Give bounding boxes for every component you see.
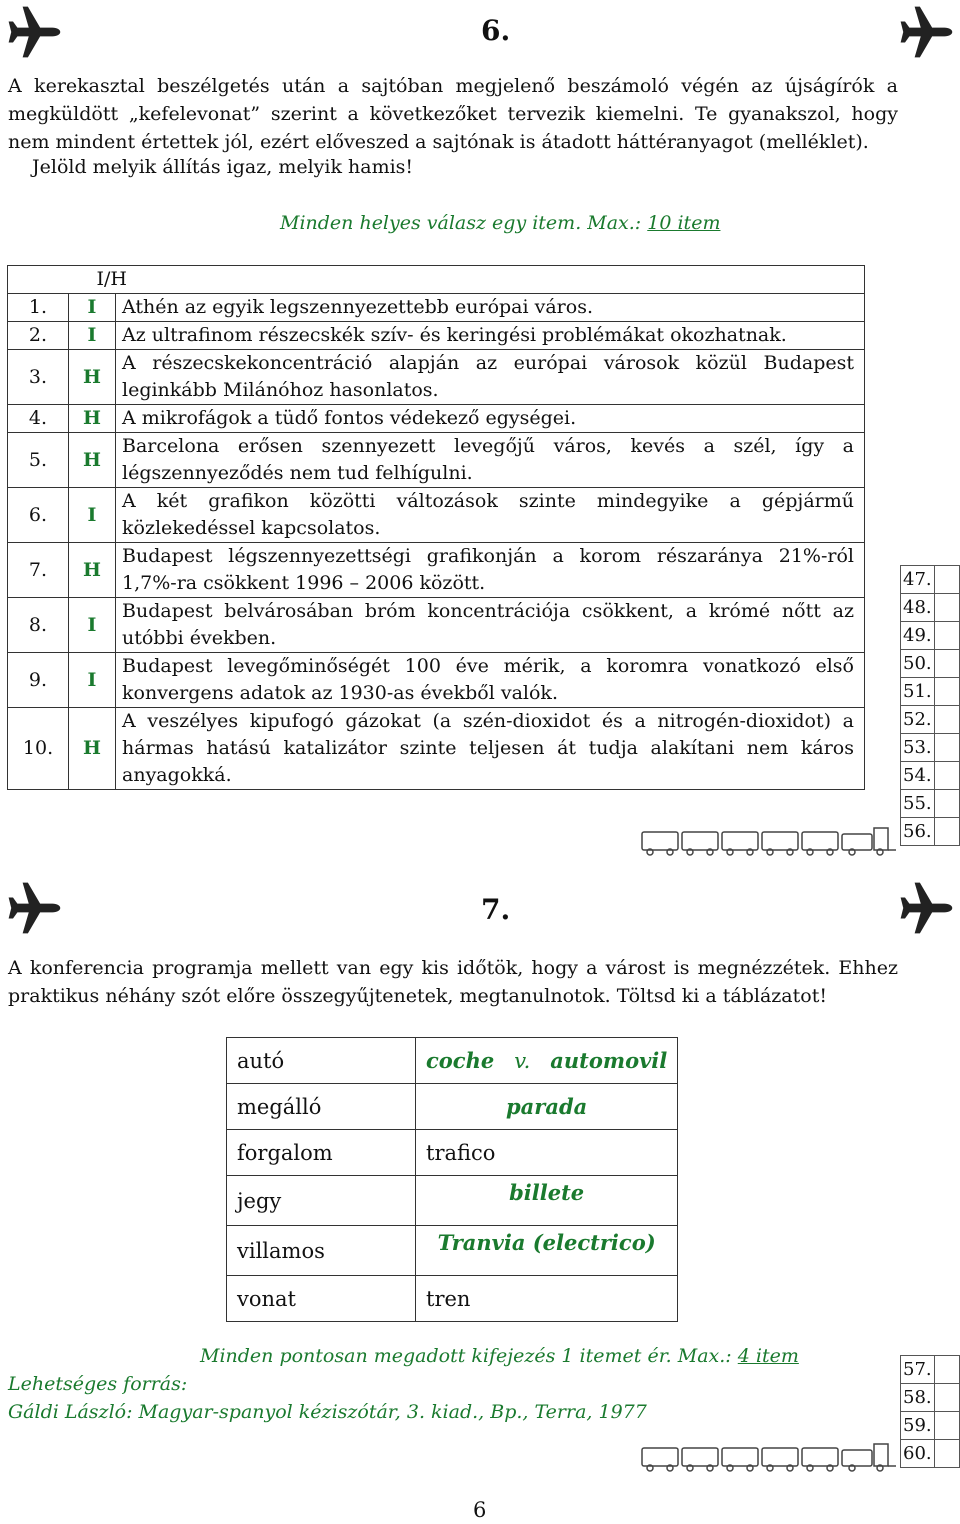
item-box[interactable]: [934, 1440, 959, 1468]
table-row: [227, 1084, 678, 1130]
spanish-answer[interactable]: Tranvia (electrico): [416, 1226, 678, 1276]
row-number: 10.: [8, 708, 69, 790]
table-row: [8, 433, 865, 488]
row-number: 5.: [8, 433, 69, 488]
item-number: 48.: [901, 594, 935, 622]
table-row: [227, 1176, 678, 1226]
item-number: 55.: [901, 790, 935, 818]
row-answer[interactable]: H: [69, 708, 116, 790]
item-number: 60.: [901, 1440, 935, 1468]
source-label: Lehetséges forrás:: [8, 1373, 188, 1395]
table-row: [227, 1130, 678, 1176]
item-box[interactable]: [934, 678, 959, 706]
row-statement: Budapest légszennyezettségi grafikonján a korom részaránya 21%-ról 1,7%-ra csökkent 1996 – 2006 között.: [116, 543, 865, 598]
scoring-max: 4 item: [737, 1345, 799, 1367]
row-statement: A mikrofágok a tüdő fontos védekező egységei.: [116, 405, 865, 433]
answer-text: coche: [426, 1048, 495, 1073]
row-statement: Budapest belvárosában bróm koncentrációja csökkent, a krómé nőtt az utóbbi években.: [116, 598, 865, 653]
row-statement: Barcelona erősen szennyezett levegőjű város, kevés a szél, így a légszennyeződés nem tud felhígulni.: [116, 433, 865, 488]
row-statement: Athén az egyik legszennyezettebb európai város.: [116, 294, 865, 322]
table-row: [8, 543, 865, 598]
item-number: 49.: [901, 622, 935, 650]
row-statement: Budapest levegőminőségét 100 éve mérik, a koromra vonatkozó első konvergens adatok az 1930-as évekből valók.: [116, 653, 865, 708]
page-number: 6: [473, 1498, 487, 1522]
hungarian-word: megálló: [227, 1084, 416, 1130]
row-answer[interactable]: H: [69, 433, 116, 488]
scoring-text: Minden helyes válasz egy item. Max.:: [280, 212, 648, 234]
hungarian-word: forgalom: [227, 1130, 416, 1176]
row-answer[interactable]: I: [69, 294, 116, 322]
airplane-icon: [6, 4, 62, 60]
row-answer[interactable]: I: [69, 488, 116, 543]
section-number: 6.: [481, 14, 511, 47]
row-number: 7.: [8, 543, 69, 598]
table-row: [8, 708, 865, 790]
row-number: 6.: [8, 488, 69, 543]
item-box[interactable]: [934, 734, 959, 762]
table-row: [8, 350, 865, 405]
item-box[interactable]: [934, 1356, 959, 1384]
row-number: 1.: [8, 294, 69, 322]
row-answer[interactable]: H: [69, 405, 116, 433]
hungarian-word: jegy: [227, 1176, 416, 1226]
item-number: 53.: [901, 734, 935, 762]
item-number-column: [900, 1355, 960, 1468]
item-box[interactable]: [934, 1412, 959, 1440]
row-statement: Az ultrafinom részecskék szív- és keringési problémákat okozhatnak.: [116, 322, 865, 350]
table-row: [227, 1226, 678, 1276]
row-number: 3.: [8, 350, 69, 405]
airplane-icon: [898, 880, 954, 936]
row-number: 8.: [8, 598, 69, 653]
row-number: 4.: [8, 405, 69, 433]
item-box[interactable]: [934, 790, 959, 818]
item-number: 54.: [901, 762, 935, 790]
table-row: [8, 405, 865, 433]
section7-scoring: [200, 1345, 799, 1367]
item-box[interactable]: [934, 566, 959, 594]
item-box[interactable]: [934, 706, 959, 734]
row-answer[interactable]: I: [69, 322, 116, 350]
row-statement: A veszélyes kipufogó gázokat (a szén-dioxidot és a nitrogén-dioxidot) a hármas hatású katalizátor szinte teljesen át tudja alakítani nem káros anyagokká.: [116, 708, 865, 790]
separator: v.: [514, 1049, 531, 1073]
table-header-row: [8, 266, 865, 294]
row-answer[interactable]: H: [69, 543, 116, 598]
hungarian-word: vonat: [227, 1276, 416, 1322]
airplane-icon: [6, 880, 62, 936]
table-row: [8, 322, 865, 350]
table-row: [227, 1038, 678, 1084]
spanish-answer[interactable]: billete: [416, 1176, 678, 1226]
section6-instruction: Jelöld melyik állítás igaz, melyik hamis!: [32, 156, 414, 178]
train-icon: [640, 826, 898, 856]
table-row: [8, 598, 865, 653]
item-number: 58.: [901, 1384, 935, 1412]
table-row: [8, 653, 865, 708]
answer-text: automovil: [550, 1048, 668, 1073]
item-number-column: [900, 565, 960, 846]
table-row: [227, 1276, 678, 1322]
hungarian-word: villamos: [227, 1226, 416, 1276]
item-number: 50.: [901, 650, 935, 678]
item-number: 52.: [901, 706, 935, 734]
source-text: Gáldi László: Magyar-spanyol kéziszótár, 3. kiad., Bp., Terra, 1977: [8, 1401, 647, 1423]
item-number: 56.: [901, 818, 935, 846]
item-box[interactable]: [934, 818, 959, 846]
spanish-answer[interactable]: [416, 1038, 678, 1084]
item-box[interactable]: [934, 762, 959, 790]
item-box[interactable]: [934, 622, 959, 650]
section-number: 7.: [481, 893, 511, 926]
airplane-icon: [898, 4, 954, 60]
item-number: 47.: [901, 566, 935, 594]
hungarian-word: autó: [227, 1038, 416, 1084]
row-answer[interactable]: I: [69, 598, 116, 653]
row-number: 9.: [8, 653, 69, 708]
spanish-given: trafico: [416, 1130, 678, 1176]
item-box[interactable]: [934, 1384, 959, 1412]
row-number: 2.: [8, 322, 69, 350]
spanish-given: tren: [416, 1276, 678, 1322]
vocabulary-table: [226, 1037, 678, 1322]
item-number: 51.: [901, 678, 935, 706]
scoring-max: 10 item: [647, 212, 721, 234]
scoring-text: Minden pontosan megadott kifejezés 1 itemet ér. Max.:: [200, 1345, 738, 1367]
row-answer[interactable]: I: [69, 653, 116, 708]
header-ih: I/H: [69, 266, 865, 294]
table-row: [8, 294, 865, 322]
spanish-answer[interactable]: parada: [416, 1084, 678, 1130]
section6-intro: A kerekasztal beszélgetés után a sajtóban megjelenő beszámoló végén az újságírók a megküldött „kefelevonat” szerint a következőket tervezik kiemelni. Te gyanakszol, hogy nem mindent értettek jól, ezért előveszed a sajtónak is átadott háttéranyagot (melléklet).: [8, 75, 898, 153]
section6-scoring: [280, 212, 720, 234]
item-number: 57.: [901, 1356, 935, 1384]
row-answer[interactable]: H: [69, 350, 116, 405]
item-box[interactable]: [934, 650, 959, 678]
item-box[interactable]: [934, 594, 959, 622]
train-icon: [640, 1442, 898, 1472]
table-row: [8, 488, 865, 543]
row-statement: A részecskekoncentráció alapján az európai városok közül Budapest leginkább Milánóhoz hasonlatos.: [116, 350, 865, 405]
section7-intro: A konferencia programja mellett van egy kis időtök, hogy a várost is megnézzétek. Ehhez praktikus néhány szót előre összegyűjtenetek, megtanulnotok. Töltsd ki a táblázatot!: [8, 957, 898, 1007]
true-false-table: [7, 265, 865, 790]
item-number: 59.: [901, 1412, 935, 1440]
row-statement: A két grafikon közötti változások szinte mindegyike a gépjármű közlekedéssel kapcsolatos.: [116, 488, 865, 543]
